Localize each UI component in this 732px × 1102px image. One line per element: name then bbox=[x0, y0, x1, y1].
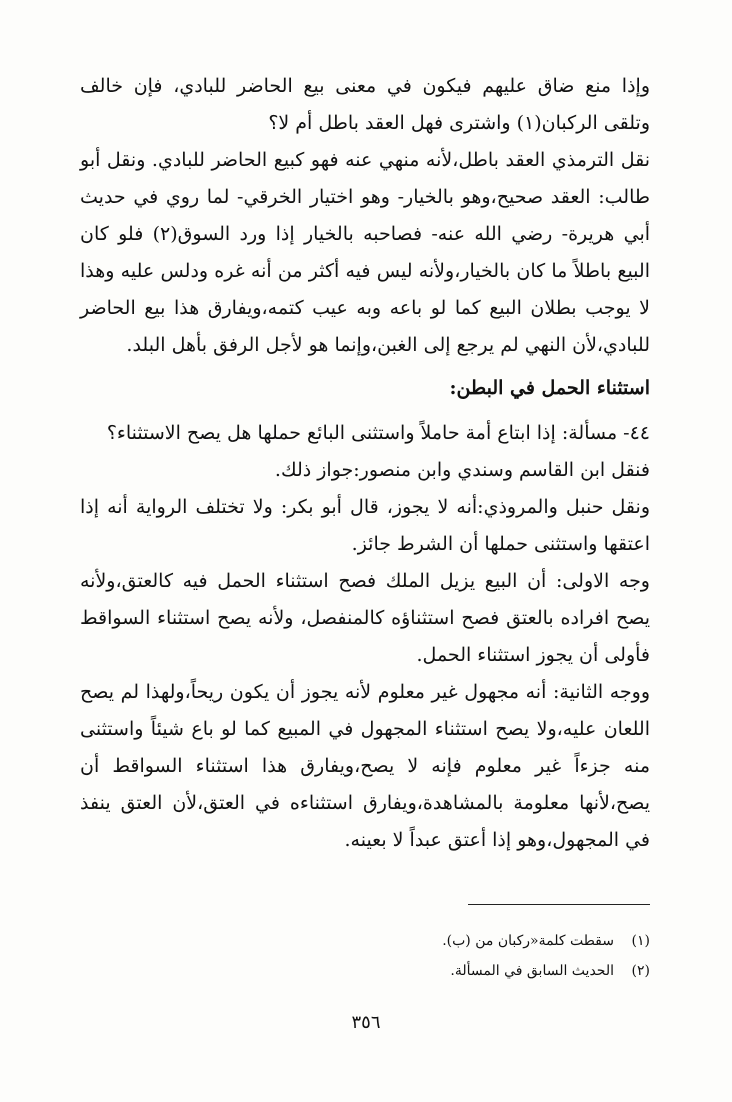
paragraph-6: وجه الاولى: أن البيع يزيل الملك فصح استثناء الحمل فيه كالعتق،ولأنه يصح افراده بالعتق فصح استثناؤه كالمنفصل، ولأنه يصح استثناء السواقط فأولى أن يجوز استثناء الحمل. bbox=[80, 570, 650, 666]
footnote-1 bbox=[80, 926, 650, 956]
paragraph-2: نقل الترمذي العقد باطل،لأنه منهي عنه فهو كبيع الحاضر للبادي. ونقل أبو طالب: العقد صحيح،وهو بالخيار- وهو اختيار الخرقي- لما روي في حديث أبي هريرة- رضي الله عنه- فصاحبه بالخيار إذا ورد السوق(٢) فلو كان البيع باطلاً ما كان بالخيار،ولأنه ليس فيه أكثر من أنه غره ودلس عليه وهذا لا يوجب بطلان البيع كما لو باعه وبه عيب كتمه،ويفارق هذا بيع الحاضر للبادي،لأن النهي لم يرجع إلى الغبن،وإنما هو لأجل الرفق بأهل البلد. bbox=[80, 149, 651, 356]
main-text bbox=[80, 68, 650, 859]
paragraph-1: وإذا منع ضاق عليهم فيكون في معنى بيع الحاضر للبادي، فإن خالف وتلقى الركبان(١) واشترى فهل العقد باطل أم لا؟ bbox=[80, 75, 650, 134]
paragraph-7: ووجه الثانية: أنه مجهول غير معلوم لأنه يجوز أن يكون ريحاً،ولهذا لم يصح اللعان عليه،ولا يصح استثناء المجهول في المبيع كما لو باع شيئاً واستثنى منه جزءاً غير معلوم فإنه لا يصح،ويفارق هذا استثناء السواقط أن يصح،لأنها معلومة بالمشاهدة،ويفارق استثناءه في العتق،لأن العتق ينفذ في المجهول،وهو إذا أعتق عبداً لا بعينه. bbox=[80, 681, 650, 851]
footnote-text: الحديث السابق في المسألة. bbox=[450, 963, 614, 979]
footnote-text: سقطت كلمة«ركبان من (ب). bbox=[442, 933, 614, 949]
footnotes bbox=[80, 926, 650, 986]
page-number: ٣٥٦ bbox=[351, 1012, 381, 1033]
footnote-number: (١) bbox=[631, 933, 650, 949]
section-heading: استثناء الحمل في البطن: bbox=[449, 377, 650, 399]
footnote-divider bbox=[468, 904, 650, 905]
footnote-number: (٢) bbox=[631, 963, 650, 979]
paragraph-3: ٤٤- مسألة: إذا ابتاع أمة حاملاً واستثنى البائع حملها هل يصح الاستثناء؟ bbox=[106, 422, 650, 444]
paragraph-4: فنقل ابن القاسم وسندي وابن منصور:جواز ذلك. bbox=[274, 459, 650, 481]
footnote-2 bbox=[80, 956, 650, 986]
paragraph-5: ونقل حنبل والمروذي:أنه لا يجوز، قال أبو بكر: ولا تختلف الرواية أنه إذا اعتقها واستثنى حملها أن الشرط جائز. bbox=[80, 496, 650, 555]
